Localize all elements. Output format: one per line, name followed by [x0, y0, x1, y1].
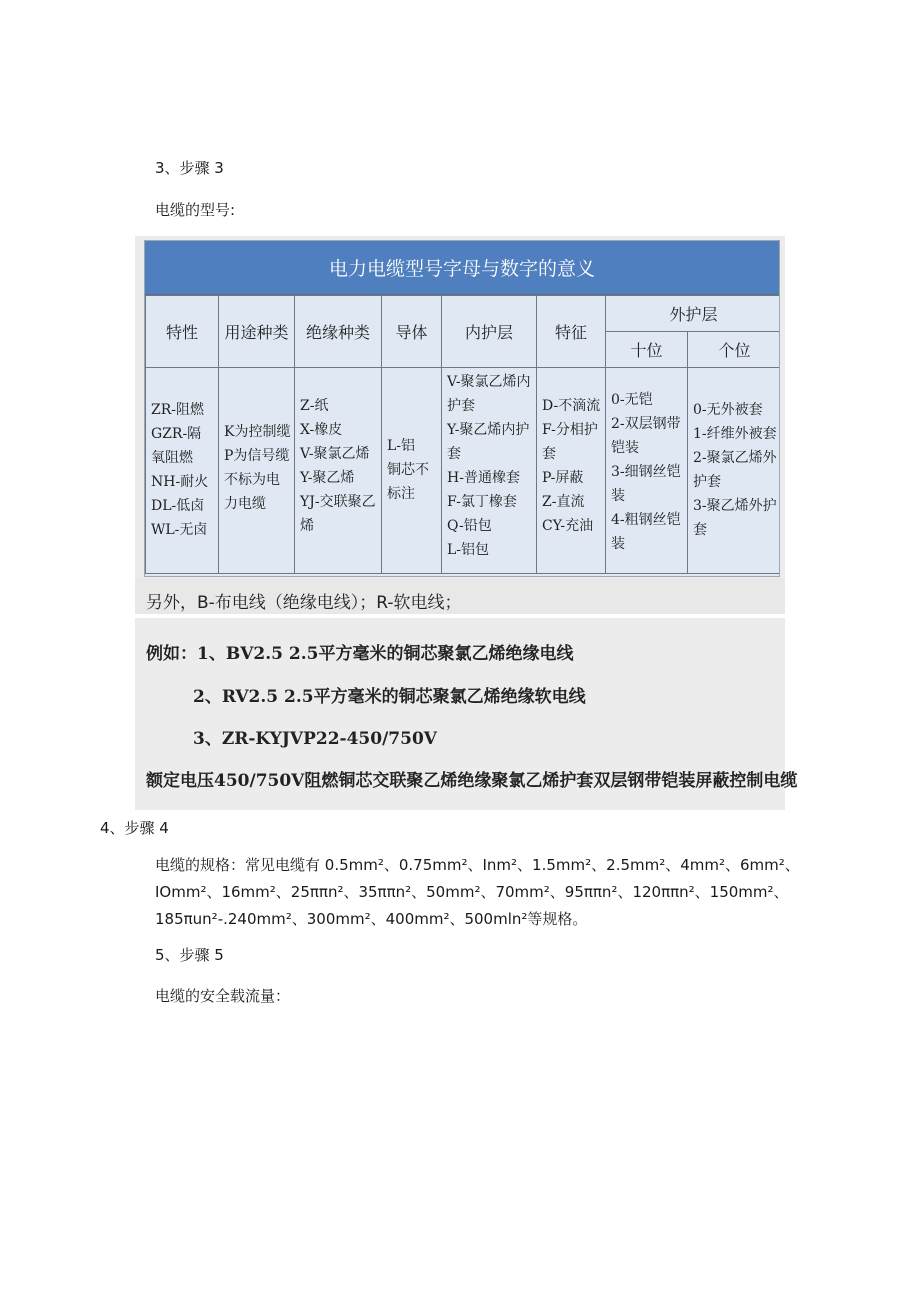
list-item: 3-细钢丝铠装	[611, 464, 681, 504]
list-item: L-铝包	[447, 542, 490, 558]
cell-outer-tens	[606, 368, 688, 574]
list-item: 2-双层钢带铠装	[611, 416, 681, 456]
cell-inner-sheath	[442, 368, 537, 574]
example-line-2: 2、RV2.5 2.5平方毫米的铜芯聚氯乙烯绝缘软电线	[193, 687, 586, 707]
list-item: Q-铅包	[447, 518, 492, 534]
example-line-4: 额定电压450/750V阻燃铜芯交联聚乙烯绝缘聚氯乙烯护套双层钢带铠装屏蔽控制电缆	[146, 771, 798, 791]
list-item: 2-聚氯乙烯外护套	[693, 450, 777, 490]
cable-model-table-panel	[144, 240, 780, 577]
cell-usage-type	[219, 368, 295, 574]
subheader-units: 个位	[688, 332, 781, 368]
extra-note: 另外，B-布电线（绝缘电线）；R-软电线；	[146, 593, 462, 613]
cell-feature	[537, 368, 606, 574]
list-item: 3-聚乙烯外护套	[693, 498, 777, 538]
step5-heading: 5、步骤 5	[155, 946, 224, 964]
list-item: 0-无铠	[611, 392, 653, 408]
list-item: Z-直流	[542, 494, 585, 510]
list-item: D-不滴流	[542, 398, 601, 414]
step4-spec-text	[155, 852, 855, 933]
example-line-3: 3、ZR-KYJVP22-450/750V	[193, 729, 437, 749]
list-item: X-橡皮	[300, 422, 343, 438]
spec-line-2: IOmm²、16mm²、25ππn²、35ππn²、50mm²、70mm²、95ππn²、120ππn²、150mm²、	[155, 883, 789, 901]
list-item: GZR-隔氧阻燃	[151, 426, 202, 466]
list-item: H-普通橡套	[447, 470, 520, 486]
cell-insulation-type	[295, 368, 382, 574]
list-item: K为控制缆	[224, 424, 291, 440]
header-characteristic: 特性	[146, 296, 219, 368]
list-item: CY-充油	[542, 518, 594, 534]
list-item: Z-纸	[300, 398, 329, 414]
spec-line-3: 185πun²-.240mm²、300mm²、400mm²、500mln²等规格。	[155, 910, 588, 928]
cell-conductor	[382, 368, 442, 574]
step3-text: 电缆的型号:	[155, 201, 236, 219]
list-item: 0-无外被套	[693, 402, 763, 418]
list-item: V-聚氯乙烯内护套	[447, 374, 531, 414]
list-item: Y-聚乙烯	[300, 470, 355, 486]
header-inner-sheath: 内护层	[442, 296, 537, 368]
cell-characteristic	[146, 368, 219, 574]
list-item: WL-无卤	[151, 522, 208, 538]
table-row	[146, 368, 781, 574]
list-item: F-氯丁橡套	[447, 494, 517, 510]
step4-heading: 4、步骤 4	[100, 819, 169, 837]
cable-model-table	[145, 295, 780, 574]
table-title: 电力电缆型号字母与数字的意义	[145, 241, 779, 295]
list-item: ZR-阻燃	[151, 402, 204, 418]
example-line-1: 例如：1、BV2.5 2.5平方毫米的铜芯聚氯乙烯绝缘电线	[146, 644, 574, 664]
cell-outer-units	[688, 368, 781, 574]
figure-divider	[135, 614, 785, 618]
list-item: Y-聚乙烯内护套	[447, 422, 530, 462]
list-item: 1-纤维外被套	[693, 426, 777, 442]
header-outer-sheath: 外护层	[606, 296, 781, 332]
list-item: F-分相护套	[542, 422, 598, 462]
list-item: P为信号缆	[224, 448, 290, 464]
list-item: 不标为电力电缆	[224, 472, 280, 512]
header-insulation-type: 绝缘种类	[295, 296, 382, 368]
subheader-tens: 十位	[606, 332, 688, 368]
spec-line-1: 电缆的规格：常见电缆有 0.5mm²、0.75mm²、Inm²、1.5mm²、2.5mm²、4mm²、6mm²、	[155, 856, 800, 874]
list-item: 铜芯不标注	[387, 462, 429, 502]
list-item: NH-耐火	[151, 474, 209, 490]
cable-model-figure	[135, 236, 798, 810]
header-usage-type: 用途种类	[219, 296, 295, 368]
list-item: YJ-交联聚乙烯	[300, 494, 376, 534]
list-item: L-铝	[387, 438, 416, 454]
step5-text: 电缆的安全载流量：	[155, 987, 291, 1005]
step3-heading: 3、步骤 3	[155, 159, 224, 177]
header-feature: 特征	[537, 296, 606, 368]
list-item: P-屏蔽	[542, 470, 584, 486]
list-item: DL-低卤	[151, 498, 205, 514]
list-item: V-聚氯乙烯	[300, 446, 370, 462]
header-conductor: 导体	[382, 296, 442, 368]
list-item: 4-粗钢丝铠装	[611, 512, 681, 552]
